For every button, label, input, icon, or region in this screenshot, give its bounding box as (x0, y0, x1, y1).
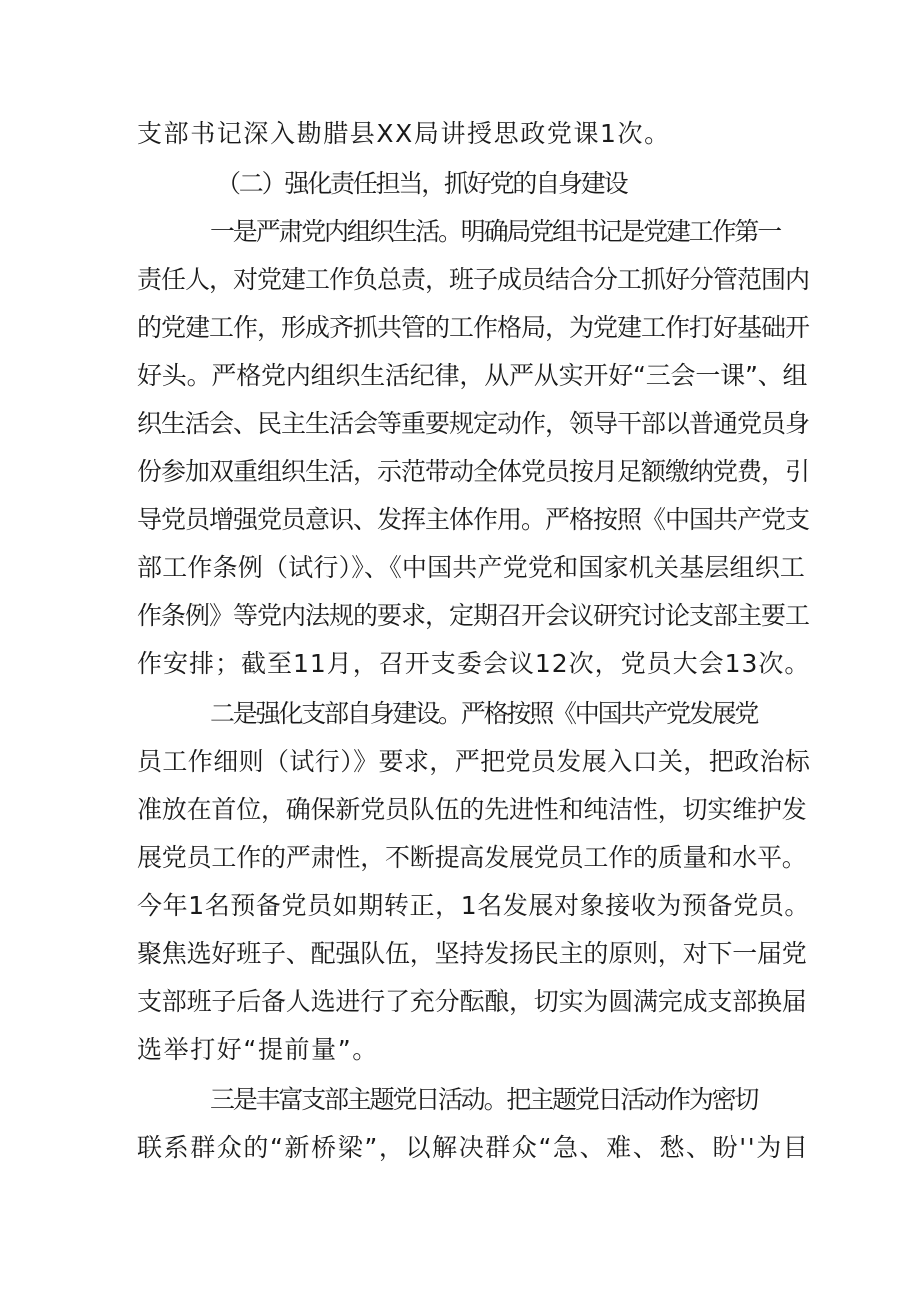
paragraph-first-line: 三是丰富支部主题党日活动。把主题党日活动作为密切 (210, 1085, 758, 1114)
paragraph-first-line: 二是强化支部自身建设。严格按照《中国共产党发展党 (210, 699, 758, 728)
text-line: 的党建工作，形成齐抓共管的工作格局，为党建工作打好基础开 (137, 313, 810, 342)
text-line: 支部班子后备人选进行了充分酝酿，切实为圆满完成支部换届 (137, 987, 807, 1016)
text-line: 支部书记深入勘腊县XX局讲授思政党课1次。 (137, 119, 671, 148)
text-line: 准放在首位，确保新党员队伍的先进性和纯洁性，切实维护发 (137, 795, 807, 824)
section-heading: （二）强化责任担当，抓好党的自身建设 (216, 169, 627, 198)
text-line: 份参加双重组织生活，示范带动全体党员按月足额缴纳党费，引 (137, 457, 810, 486)
text-line: 今年1名预备党员如期转正，1名发展对象接收为预备党员。 (137, 891, 811, 920)
text-line: 联系群众的“新桥梁”，以解决群众“急、难、愁、盼''为目 (137, 1133, 810, 1162)
text-line: 好头。严格党内组织生活纪律，从严从实开好“三会一课”、组 (137, 361, 808, 390)
text-line: 作条例》等党内法规的要求，定期召开会议研究讨论支部主要工 (137, 601, 810, 630)
text-line: 员工作细则（试行）》要求，严把党员发展入口关，把政治标 (137, 747, 811, 776)
text-line: 导党员增强党员意识、发挥主体作用。严格按照《中国共产党支 (137, 505, 810, 534)
text-line: 织生活会、民主生活会等重要规定动作，领导干部以普通党员身 (137, 409, 810, 438)
text-line: 展党员工作的严肃性，不断提高发展党员工作的质量和水平。 (137, 843, 807, 872)
text-line: 作安排；截至11月，召开支委会议12次，党员大会13次。 (137, 649, 811, 678)
paragraph-first-line: 一是严肃党内组织生活。明确局党组书记是党建工作第一 (210, 217, 781, 246)
text-line: 选举打好“提前量”。 (137, 1035, 379, 1064)
text-line: 责任人，对党建工作负总责，班子成员结合分工抓好分管范围内 (137, 265, 810, 294)
text-line: 聚焦选好班子、配强队伍，坚持发扬民主的原则，对下一届党 (137, 939, 807, 968)
text-line: 部工作条例（试行）》、《中国共产党党和国家机关基层组织工 (137, 553, 806, 582)
